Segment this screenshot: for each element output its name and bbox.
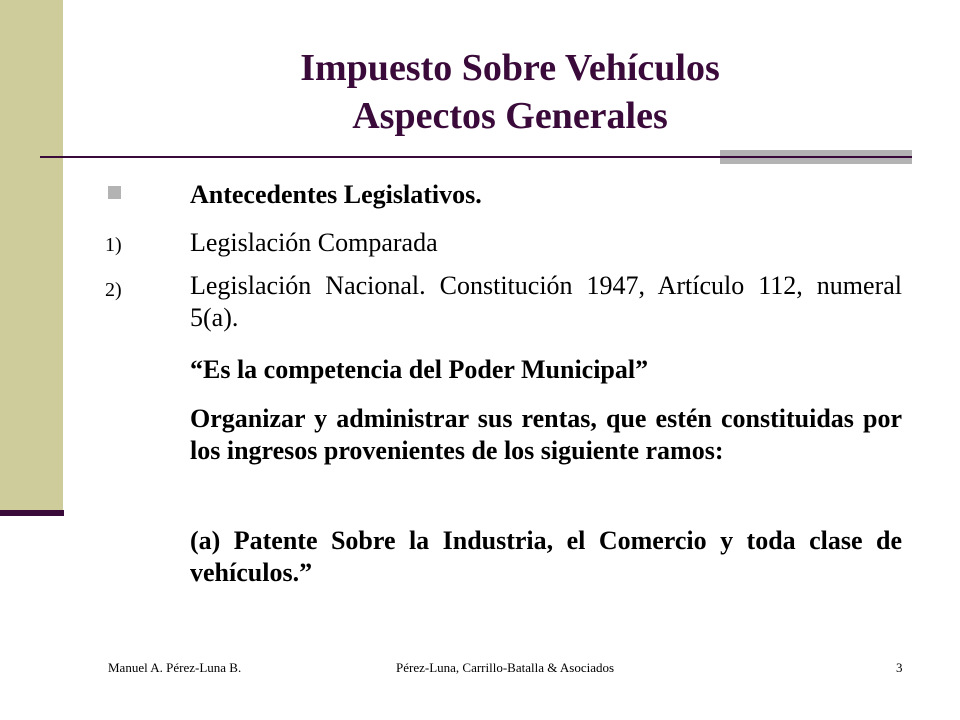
footer-author: Manuel A. Pérez-Luna B. xyxy=(108,660,242,675)
list-item-text: Legislación Comparada xyxy=(190,228,438,257)
footer-page-number: 3 xyxy=(896,660,903,675)
list-item-number: 1) xyxy=(105,234,122,256)
quote-heading: “Es la competencia del Poder Municipal” xyxy=(190,355,649,384)
title-line-2: Aspectos Generales xyxy=(352,95,668,137)
list-item-text: Legislación Nacional. Constitución 1947, Artículo 112, numeral 5(a). xyxy=(190,271,902,332)
section-heading: Antecedentes Legislativos. xyxy=(190,180,482,209)
list-item-number: 2) xyxy=(105,279,122,301)
title-line-1: Impuesto Sobre Vehículos xyxy=(300,47,720,89)
paragraph-ramos: Organizar y administrar sus rentas, que estén constituidas por los ingresos provenientes de los siguiente ramos: xyxy=(190,404,902,465)
footer-firm: Pérez-Luna, Carrillo-Batalla & Asociados xyxy=(396,660,615,675)
paragraph-patente: (a) Patente Sobre la Industria, el Comercio y toda clase de vehículos.” xyxy=(190,526,902,587)
square-bullet-icon xyxy=(108,186,121,199)
